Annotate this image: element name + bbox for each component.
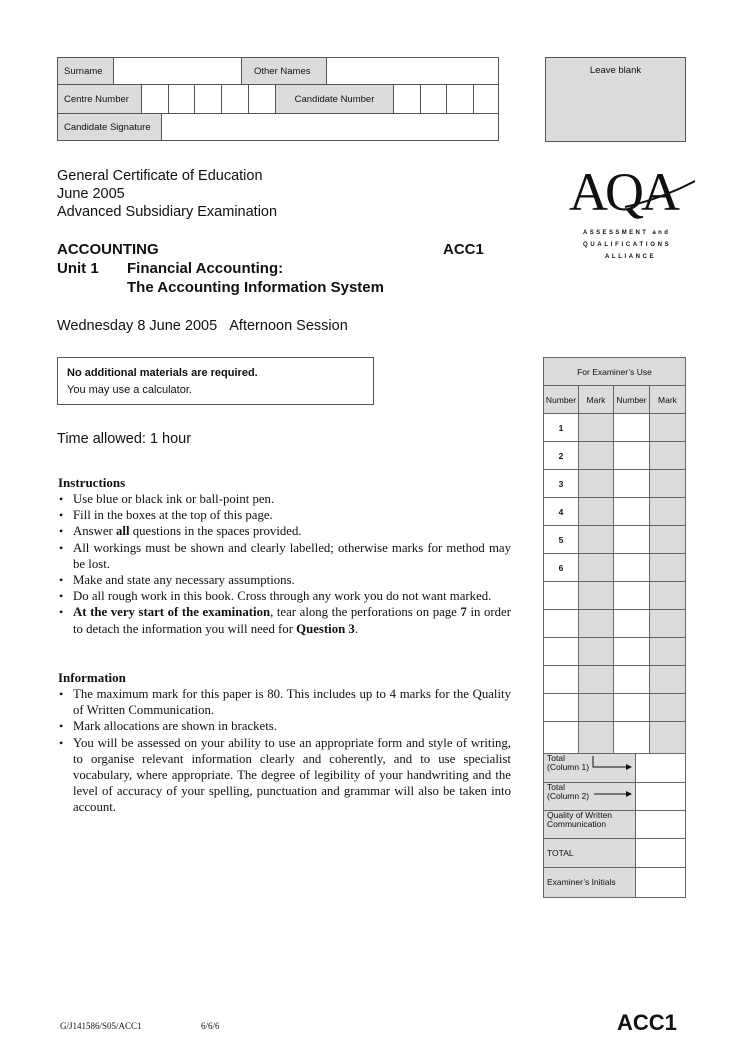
- mark-cell[interactable]: [578, 693, 614, 722]
- time-allowed: Time allowed: 1 hour: [57, 431, 192, 447]
- materials-line1: No additional materials are required.: [67, 367, 258, 379]
- examiner-initials-value[interactable]: [635, 867, 686, 898]
- footer-paper-code: ACC1: [617, 1010, 677, 1035]
- list-item: • The maximum mark for this paper is 80. This includes up to 4 marks for the Quality of Written Communication.: [58, 686, 511, 718]
- information-section: [58, 670, 511, 816]
- mark-cell[interactable]: [578, 665, 614, 694]
- qualification-line: General Certificate of Education: [57, 168, 263, 184]
- materials-box: [57, 357, 374, 405]
- question-number: 3: [543, 469, 579, 498]
- centre-number-digit[interactable]: [248, 84, 276, 114]
- total-value[interactable]: [635, 838, 686, 868]
- question-number: 2: [543, 441, 579, 470]
- header-number-2: Number: [613, 385, 650, 414]
- exam-date: Wednesday 8 June 2005: [57, 318, 218, 334]
- surname-field[interactable]: [113, 57, 242, 85]
- footer-reference: G/J141586/S05/ACC1: [60, 1021, 142, 1031]
- mark-cell[interactable]: [649, 721, 686, 754]
- list-item: • Answer all questions in the spaces provided.: [58, 523, 511, 539]
- signature-field[interactable]: [161, 113, 499, 141]
- qwc-value[interactable]: [635, 810, 686, 839]
- centre-number-digit[interactable]: [221, 84, 249, 114]
- leave-blank-label: Leave blank: [589, 65, 642, 76]
- information-heading: Information: [58, 670, 126, 685]
- swoosh-icon: [565, 162, 695, 222]
- number-cell[interactable]: [613, 693, 650, 722]
- list-item: • All workings must be shown and clearly labelled; otherwise marks for method may be lost.: [58, 540, 511, 572]
- question-number: 1: [543, 413, 579, 442]
- number-cell[interactable]: [543, 693, 579, 722]
- mark-cell[interactable]: [578, 609, 614, 638]
- number-cell[interactable]: [613, 553, 650, 582]
- subject-title: ACCOUNTING: [57, 241, 159, 258]
- centre-number-digit[interactable]: [168, 84, 195, 114]
- materials-line2: You may use a calculator.: [67, 384, 192, 396]
- number-cell[interactable]: [543, 581, 579, 610]
- mark-cell[interactable]: [578, 553, 614, 582]
- mark-cell[interactable]: [649, 553, 686, 582]
- centre-number-digit[interactable]: [141, 84, 169, 114]
- header-mark: Mark: [578, 385, 614, 414]
- list-item: • Fill in the boxes at the top of this page.: [58, 507, 511, 523]
- candidate-number-digit[interactable]: [446, 84, 474, 114]
- instructions-heading: Instructions: [58, 475, 126, 490]
- surname-label: Surname: [57, 57, 114, 85]
- total-column-1-label: Total (Column 1): [543, 753, 636, 783]
- mark-cell[interactable]: [578, 525, 614, 554]
- list-item: • Do all rough work in this book. Cross through any work you do not want marked.: [58, 588, 511, 604]
- number-cell[interactable]: [613, 637, 650, 666]
- paper-code: ACC1: [443, 241, 484, 258]
- mark-cell[interactable]: [578, 441, 614, 470]
- examiners-use-title: For Examiner’s Use: [543, 357, 686, 386]
- aqa-tagline-2: QUALIFICATIONS: [583, 242, 672, 248]
- list-item: • You will be assessed on your ability to use an appropriate form and style of writing, to organise relevant information clearly and coherently, and to use specialist vocabulary, where appropriate. The degree of legibility of your handwriting and the level of accuracy of your spelling, punctuation and grammar will also be taken into account.: [58, 735, 511, 816]
- number-cell[interactable]: [613, 469, 650, 498]
- number-cell[interactable]: [613, 525, 650, 554]
- information-list: [58, 686, 511, 816]
- footer-date: 6/6/6: [201, 1021, 220, 1031]
- question-number: 6: [543, 553, 579, 582]
- mark-cell[interactable]: [578, 721, 614, 754]
- total-column-2-label: Total (Column 2): [543, 782, 636, 811]
- exam-session: Afternoon Session: [229, 318, 348, 334]
- mark-cell[interactable]: [649, 581, 686, 610]
- arrow-right-icon: [590, 788, 634, 800]
- unit-title-line2: The Accounting Information System: [127, 279, 384, 296]
- candidate-number-label: Candidate Number: [275, 84, 394, 114]
- number-cell[interactable]: [613, 497, 650, 526]
- number-cell[interactable]: [613, 609, 650, 638]
- list-item: • Make and state any necessary assumptions.: [58, 572, 511, 588]
- mark-cell[interactable]: [649, 413, 686, 442]
- mark-cell[interactable]: [578, 637, 614, 666]
- mark-cell[interactable]: [578, 469, 614, 498]
- list-item: • Mark allocations are shown in brackets.: [58, 718, 511, 734]
- mark-cell[interactable]: [649, 609, 686, 638]
- mark-cell[interactable]: [649, 497, 686, 526]
- mark-cell[interactable]: [578, 413, 614, 442]
- unit-title-line1: Financial Accounting:: [127, 260, 284, 277]
- exam-session-line: [57, 317, 348, 335]
- instructions-list: [58, 491, 511, 637]
- question-number: 4: [543, 497, 579, 526]
- number-cell[interactable]: [613, 441, 650, 470]
- aqa-tagline-3: ALLIANCE: [605, 254, 657, 260]
- number-cell[interactable]: [543, 609, 579, 638]
- signature-label: Candidate Signature: [57, 113, 162, 141]
- exam-date-line: June 2005: [57, 186, 125, 202]
- mark-cell[interactable]: [649, 441, 686, 470]
- mark-cell[interactable]: [649, 693, 686, 722]
- total-column-1-value[interactable]: [635, 753, 686, 783]
- instructions-section: [58, 475, 511, 637]
- candidate-number-digit[interactable]: [420, 84, 447, 114]
- number-cell[interactable]: [613, 665, 650, 694]
- leave-blank-box: [545, 57, 686, 142]
- mark-cell[interactable]: [649, 469, 686, 498]
- header-number: Number: [543, 385, 579, 414]
- aqa-logo: [565, 162, 695, 272]
- mark-cell[interactable]: [649, 637, 686, 666]
- list-item: • At the very start of the examination, tear along the perforations on page 7 in order to detach the information you will need for Question 3.: [58, 604, 511, 636]
- number-cell[interactable]: [543, 721, 579, 754]
- other-names-field[interactable]: [326, 57, 499, 85]
- candidate-number-digit[interactable]: [473, 84, 499, 114]
- number-cell[interactable]: [613, 721, 650, 754]
- arrow-right-icon: [590, 754, 634, 774]
- mark-cell[interactable]: [649, 665, 686, 694]
- centre-number-digit[interactable]: [194, 84, 222, 114]
- number-cell[interactable]: [613, 413, 650, 442]
- qwc-label: Quality of Written Communication: [543, 810, 636, 839]
- total-column-2-value[interactable]: [635, 782, 686, 811]
- number-cell[interactable]: [543, 665, 579, 694]
- other-names-label: Other Names: [241, 57, 327, 85]
- examiner-initials-label: Examiner’s Initials: [543, 867, 636, 898]
- mark-cell[interactable]: [649, 525, 686, 554]
- list-item: • Use blue or black ink or ball-point pen.: [58, 491, 511, 507]
- unit-number: Unit 1: [57, 260, 99, 277]
- number-cell[interactable]: [613, 581, 650, 610]
- header-mark-2: Mark: [649, 385, 686, 414]
- centre-number-label: Centre Number: [57, 84, 142, 114]
- exam-level-line: Advanced Subsidiary Examination: [57, 204, 278, 220]
- candidate-number-digit[interactable]: [393, 84, 421, 114]
- mark-cell[interactable]: [578, 497, 614, 526]
- total-label: TOTAL: [543, 838, 636, 868]
- question-number: 5: [543, 525, 579, 554]
- number-cell[interactable]: [543, 637, 579, 666]
- aqa-logo-text: AQA: [569, 162, 677, 222]
- aqa-tagline-1: ASSESSMENT and: [583, 230, 671, 236]
- mark-cell[interactable]: [578, 581, 614, 610]
